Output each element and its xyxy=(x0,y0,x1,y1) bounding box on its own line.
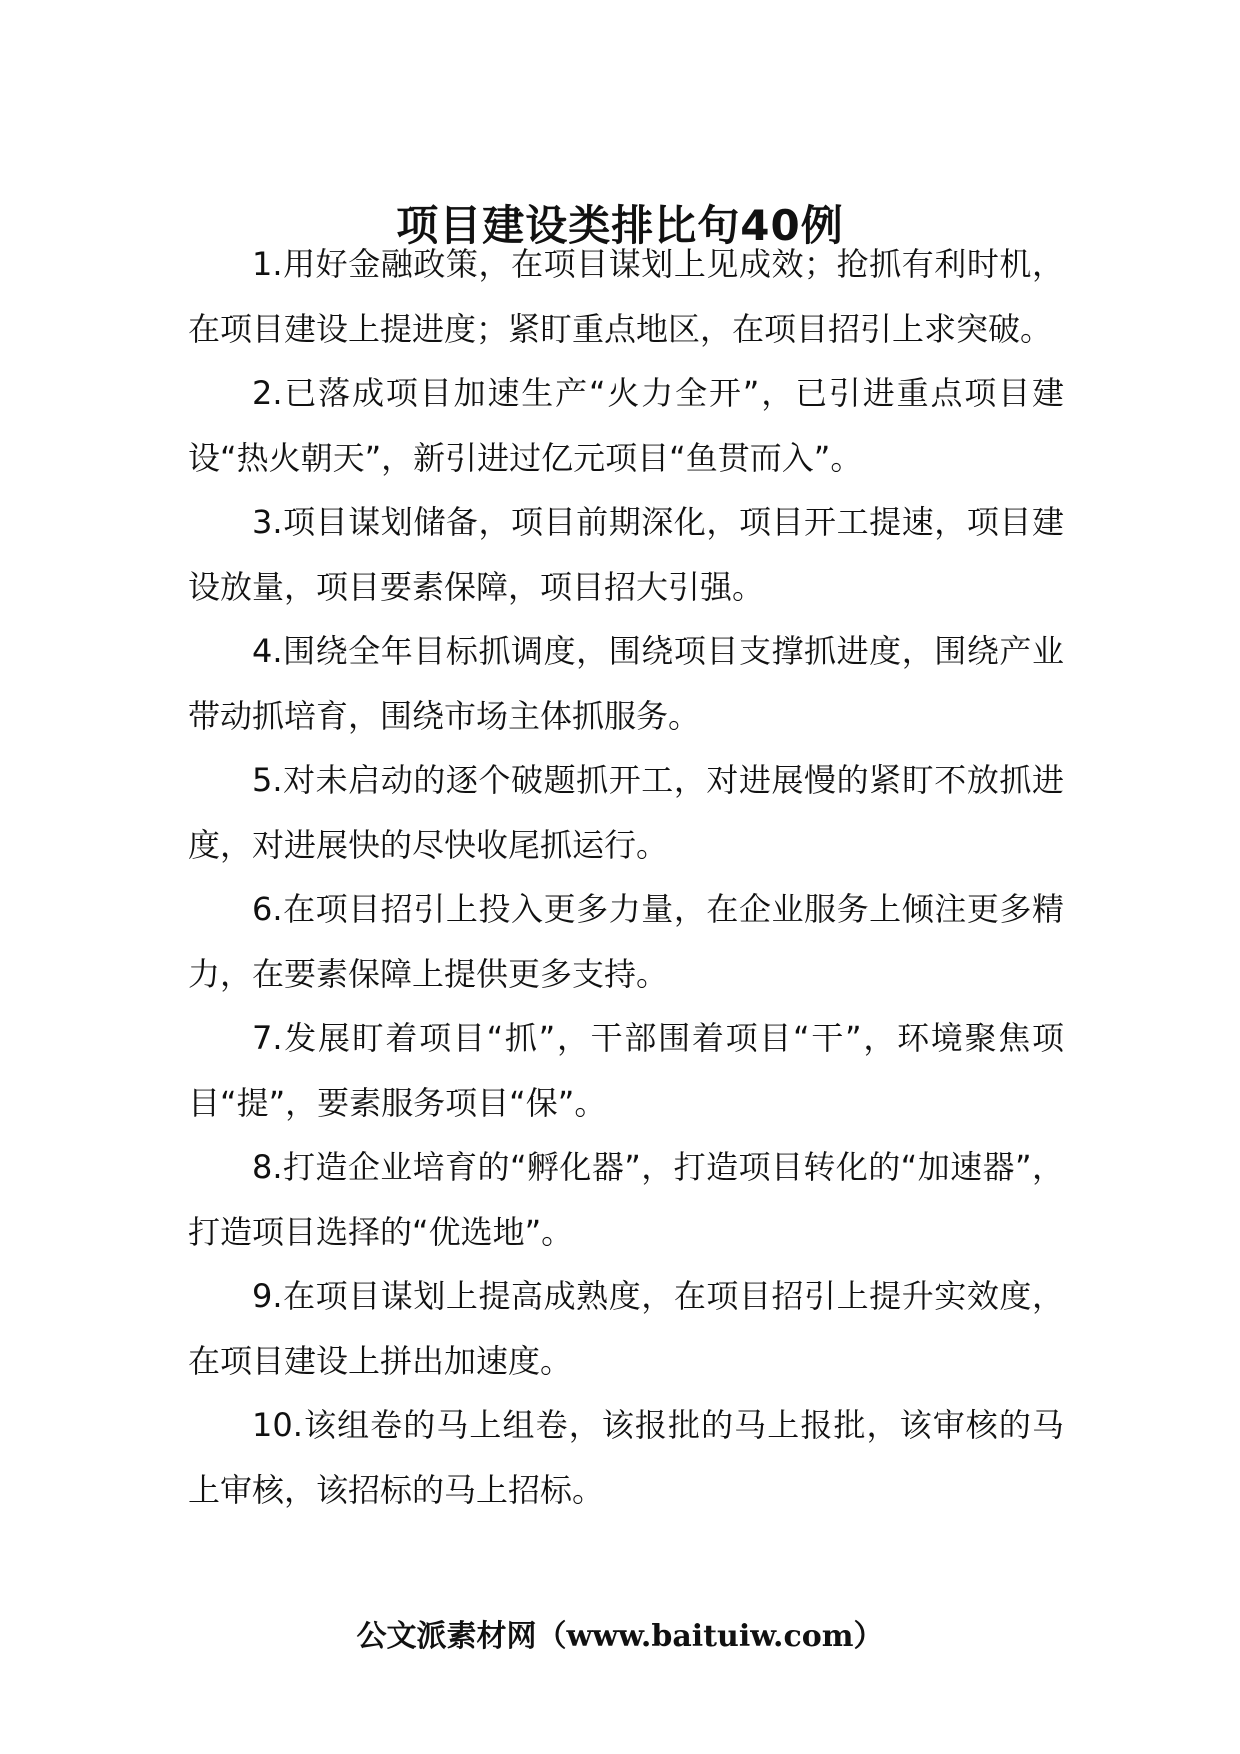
paragraph-3: 3.项目谋划储备，项目前期深化，项目开工提速，项目建设放量，项目要素保障，项目招大引强。 xyxy=(188,503,1064,606)
paragraph-4: 4.围绕全年目标抓调度，围绕项目支撑抓进度，围绕产业带动抓培育，围绕市场主体抓服务。 xyxy=(188,632,1064,735)
source-footer: 公文派素材网（www.baituiw.com） xyxy=(356,1619,884,1654)
document-body xyxy=(188,232,1064,1522)
paragraph-5: 5.对未启动的逐个破题抓开工，对进展慢的紧盯不放抓进度，对进展快的尽快收尾抓运行。 xyxy=(188,761,1064,864)
paragraph-7: 7.发展盯着项目“抓”，干部围着项目“干”，环境聚焦项目“提”，要素服务项目“保”。 xyxy=(188,1019,1064,1122)
paragraph-9: 9.在项目谋划上提高成熟度，在项目招引上提升实效度，在项目建设上拼出加速度。 xyxy=(188,1277,1064,1380)
paragraph-8: 8.打造企业培育的“孵化器”，打造项目转化的“加速器”，打造项目选择的“优选地”。 xyxy=(188,1148,1064,1251)
paragraph-2: 2.已落成项目加速生产“火力全开”，已引进重点项目建设“热火朝天”，新引进过亿元项目“鱼贯而入”。 xyxy=(188,374,1064,477)
document-title: 项目建设类排比句40例 xyxy=(396,201,844,251)
paragraph-6: 6.在项目招引上投入更多力量，在企业服务上倾注更多精力，在要素保障上提供更多支持。 xyxy=(188,890,1064,993)
paragraph-10: 10.该组卷的马上组卷，该报批的马上报批，该审核的马上审核，该招标的马上招标。 xyxy=(188,1406,1064,1509)
paragraph-1: 1.用好金融政策，在项目谋划上见成效；抢抓有利时机，在项目建设上提进度；紧盯重点地区，在项目招引上求突破。 xyxy=(188,245,1064,348)
